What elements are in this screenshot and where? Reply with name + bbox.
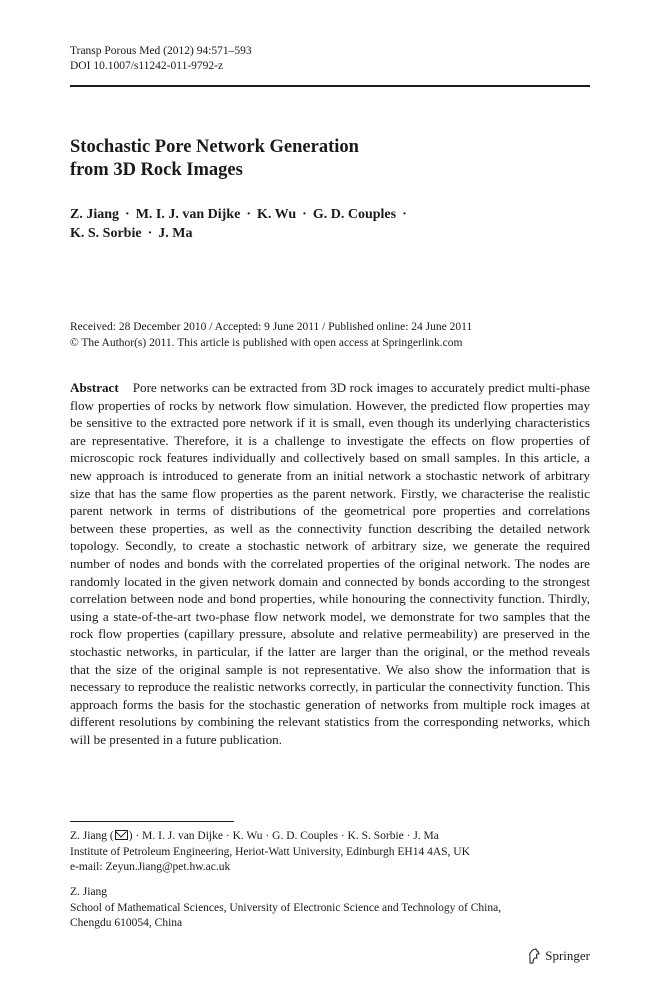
paper-title (70, 136, 590, 182)
author-name[interactable]: Z. Jiang (70, 207, 120, 222)
affiliation-institution-line-1: School of Mathematical Sciences, University of Electronic Science and Technology of China, (70, 901, 502, 914)
affiliation-authors (70, 829, 590, 845)
header-divider (70, 85, 590, 87)
envelope-icon[interactable] (115, 830, 128, 840)
author-name[interactable]: G. D. Couples (312, 207, 397, 222)
affiliation-institution-line-2: Chengdu 610054, China (70, 917, 183, 929)
author-separator: · (402, 207, 407, 222)
license-line: © The Author(s) 2011. This article is published with open access at Springerlink.com (70, 337, 463, 349)
footnote-divider (70, 821, 234, 822)
publisher-name: Springer (545, 948, 590, 963)
author-name[interactable]: M. I. J. van Dijke (135, 207, 241, 222)
publication-dates (70, 319, 590, 351)
affiliation-authors-rest: ) · M. I. J. van Dijke · K. Wu · G. D. Couples · K. S. Sorbie · J. Ma (128, 830, 439, 842)
author-list (70, 205, 590, 243)
publisher-logo (527, 948, 590, 964)
title-line-2: from 3D Rock Images (70, 160, 243, 180)
affiliation-author-name: Z. Jiang (70, 886, 108, 898)
springer-horse-icon (527, 948, 541, 964)
affiliation-institution: Institute of Petroleum Engineering, Heriot-Watt University, Edinburgh EH14 4AS, UK (70, 845, 470, 858)
journal-header (70, 44, 590, 74)
author-separator: · (302, 207, 307, 222)
abstract-label: Abstract (70, 380, 119, 395)
affiliation-authors-start: Z. Jiang ( (70, 830, 114, 842)
author-email[interactable]: e-mail: Zeyun.Jiang@pet.hw.ac.uk (70, 861, 231, 873)
author-line-2 (70, 224, 590, 243)
author-name[interactable]: J. Ma (158, 226, 193, 241)
affiliation-block-2 (70, 885, 590, 932)
abstract (70, 379, 590, 748)
journal-citation: Transp Porous Med (2012) 94:571–593 (70, 45, 252, 57)
author-separator: · (246, 207, 251, 222)
author-name[interactable]: K. S. Sorbie (70, 226, 142, 241)
abstract-text: Pore networks can be extracted from 3D rock images to accurately predict multi-phase flow properties of rocks by network flow simulation. However, the predicted flow properties may be sensitive to the extracted pore network if it is small, even though its underlying characteristics are representative. Therefore, it is a challenge to investigate the effects on flow properties of microscopic rock features individually and collectively based on small samples. In this article, a new approach is introduced to generate from an initial network a stochastic network of arbitrary size that has the same flow properties as the parent network. Firstly, we characterise the realistic parent network in terms of distributions of the geometrical pore properties and correlations between these properties, as well as the connectivity function describing the detailed network topology. Secondly, to create a stochastic network of arbitrary size, we generate the required number of nodes and bonds with the correlated properties of the original network. The nodes are randomly located in the given network domain and connected by bonds according to the strongest correlation between node and bond properties, while honouring the connectivity function. Thirdly, using a state-of-the-art two-phase flow network model, we demonstrate for two samples that the rock flow properties (capillary pressure, absolute and relative permeability) are preserved in the stochastic networks, in particular, if the latter are larger than the original, or the method reveals that the size of the original sample is not representative. We also show the information that is necessary to reproduce the realistic networks correctly, in particular the connectivity function. This approach forms the basis for the stochastic generation of networks from multiple rock images at different resolutions by combining the relevant statistics from the corresponding networks, which will be presented in a future publication. (70, 380, 590, 747)
author-separator: · (125, 207, 130, 222)
affiliation-block-1 (70, 829, 590, 876)
doi[interactable]: DOI 10.1007/s11242-011-9792-z (70, 60, 224, 72)
author-name[interactable]: K. Wu (256, 207, 297, 222)
received-accepted-line: Received: 28 December 2010 / Accepted: 9 June 2011 / Published online: 24 June 2011 (70, 321, 473, 333)
author-line-1 (70, 205, 590, 224)
author-separator: · (147, 226, 153, 241)
title-line-1: Stochastic Pore Network Generation (70, 137, 359, 157)
